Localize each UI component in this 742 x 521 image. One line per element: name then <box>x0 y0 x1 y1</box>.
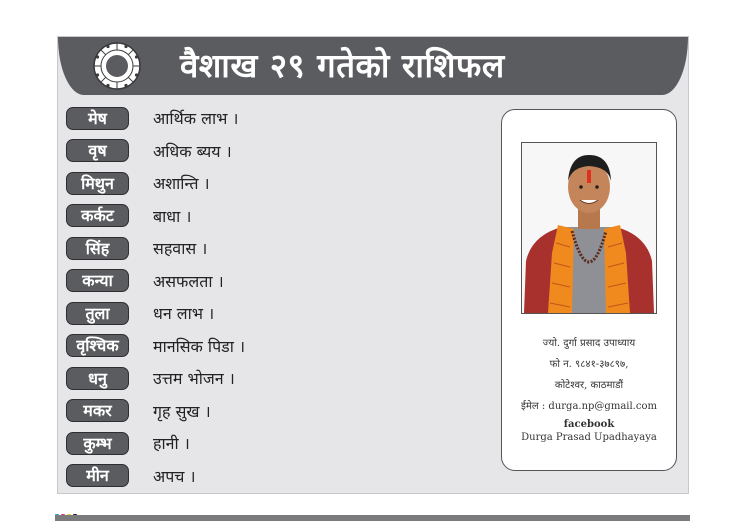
astrologer-portrait <box>522 143 656 313</box>
rashifal-row <box>66 395 245 428</box>
rashifal-row <box>66 362 245 395</box>
astrologer-address: कोटेश्वर, काठमाडौं <box>554 380 624 391</box>
rashifal-list <box>66 102 245 492</box>
zodiac-sign-label: तुला <box>66 302 129 325</box>
forecast-text: अधिक ब्यय । <box>153 141 232 161</box>
zodiac-wheel-icon <box>92 41 142 91</box>
forecast-text: आर्थिक लाभ । <box>153 109 239 129</box>
rashifal-row <box>66 330 245 363</box>
footer-rule <box>55 515 690 521</box>
forecast-text: बाधा । <box>153 206 192 226</box>
forecast-text: हानी । <box>153 434 190 454</box>
forecast-text: उत्तम भोजन । <box>153 369 235 389</box>
forecast-text: सहवास । <box>153 239 208 259</box>
astrologer-card <box>501 109 677 471</box>
zodiac-sign-label: कुम्भ <box>66 432 129 455</box>
facebook-label: facebook <box>563 419 615 430</box>
astrologer-name: ज्यो. दुर्गा प्रसाद उपाध्याय <box>542 338 636 349</box>
zodiac-sign-label: धनु <box>66 367 129 390</box>
facebook-name: Durga Prasad Upadhayaya <box>521 432 657 443</box>
rashifal-row <box>66 135 245 168</box>
zodiac-sign-label: वृष <box>66 139 129 162</box>
forecast-text: मानसिक पिडा । <box>153 336 246 356</box>
zodiac-sign-label: मकर <box>66 399 129 422</box>
forecast-text: असफलता । <box>153 271 224 291</box>
astrologer-photo <box>521 142 657 314</box>
zodiac-sign-label: कन्या <box>66 269 129 292</box>
rashifal-row <box>66 265 245 298</box>
rashifal-row <box>66 167 245 200</box>
rashifal-row <box>66 427 245 460</box>
forecast-text: धन लाभ । <box>153 304 215 324</box>
rashifal-panel <box>57 36 689 494</box>
zodiac-sign-label: मेष <box>66 107 129 130</box>
rashifal-row <box>66 460 245 493</box>
zodiac-sign-label: कर्कट <box>66 204 129 227</box>
forecast-text: अशान्ति । <box>153 174 210 194</box>
zodiac-sign-label: मिथुन <box>66 172 129 195</box>
forecast-text: अपच । <box>153 466 196 486</box>
astrologer-phone: फो न. ९८४१-३७८९७, <box>549 359 629 370</box>
forecast-text: गृह सुख । <box>153 401 211 421</box>
rashifal-row <box>66 232 245 265</box>
rashifal-row <box>66 297 245 330</box>
zodiac-sign-label: वृश्चिक <box>66 334 129 357</box>
zodiac-sign-label: मीन <box>66 464 129 487</box>
rashifal-row <box>66 200 245 233</box>
zodiac-sign-label: सिंह <box>66 237 129 260</box>
astrologer-email: ईमेल : durga.np@gmail.com <box>521 401 657 412</box>
rashifal-row <box>66 102 245 135</box>
page-title: वैशाख २९ गतेको राशिफल <box>180 46 505 85</box>
astrologer-info <box>502 333 676 444</box>
header-banner <box>58 37 688 95</box>
